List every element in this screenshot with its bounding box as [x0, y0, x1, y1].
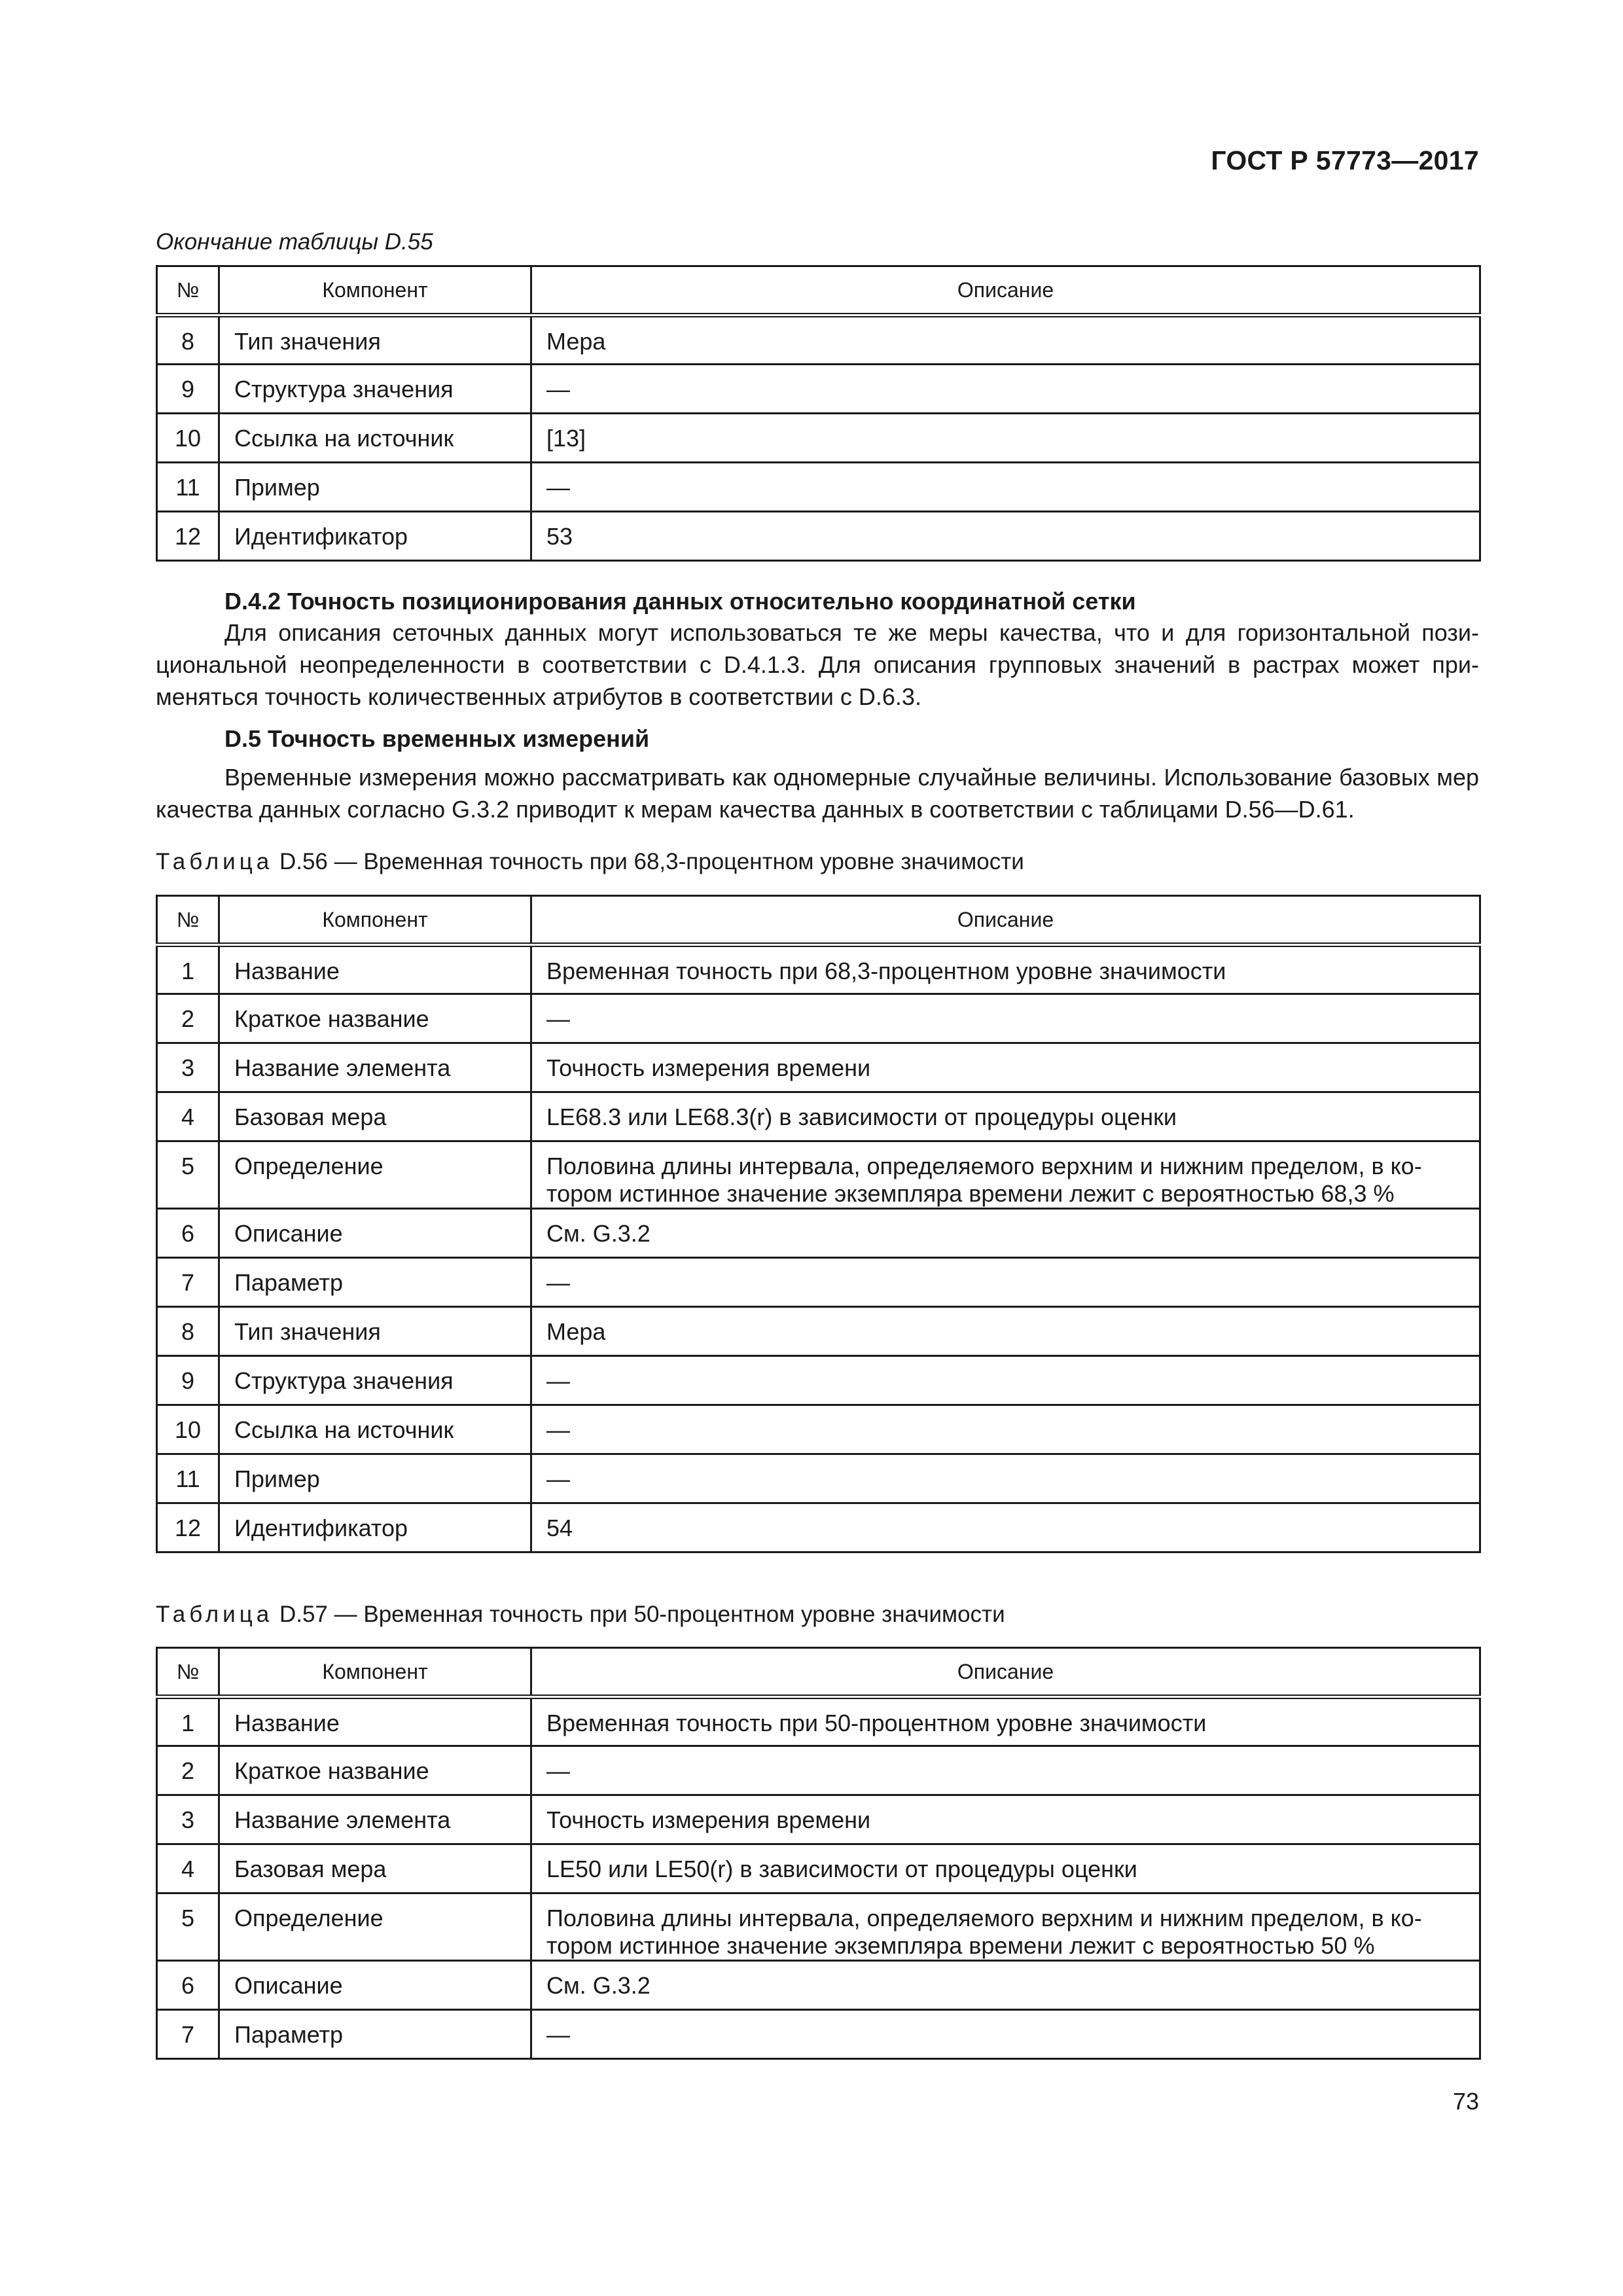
table-header-row — [157, 1648, 1480, 1697]
cell-component: Описание — [219, 1961, 531, 2010]
cell-number: 8 — [157, 315, 219, 365]
cell-description: — — [531, 1356, 1480, 1405]
table-d56-title: D.56 — Временная точность при 68,3-процентном уровне значимости — [279, 849, 1024, 874]
table-row — [157, 1209, 1480, 1258]
table-row — [157, 1961, 1480, 2010]
table-row — [157, 1844, 1480, 1893]
table-row — [157, 1746, 1480, 1795]
table-row — [157, 1092, 1480, 1141]
cell-number: 11 — [157, 463, 219, 512]
cell-number: 2 — [157, 1746, 219, 1795]
cell-component: Ссылка на источник — [219, 414, 531, 463]
cell-component: Структура значения — [219, 1356, 531, 1405]
cell-description: [13] — [531, 414, 1480, 463]
cell-component: Тип значения — [219, 315, 531, 365]
table-row — [157, 1503, 1480, 1552]
cell-number: 10 — [157, 414, 219, 463]
table-row — [157, 945, 1480, 994]
cell-description: Половина длины интервала, определяемого верхним и нижним пределом, в ко-тором истинное значение экземпляра времени лежит с вероятностью 68,3 % — [531, 1141, 1480, 1209]
cell-component: Структура значения — [219, 365, 531, 414]
table-header-row — [157, 266, 1480, 315]
cell-number: 7 — [157, 1258, 219, 1307]
cell-number: 9 — [157, 365, 219, 414]
table-d57-label: Таблица — [156, 1602, 274, 1627]
cell-number: 7 — [157, 2010, 219, 2059]
cell-component: Название элемента — [219, 1795, 531, 1844]
table-d55-end — [156, 265, 1481, 562]
table-row — [157, 1454, 1480, 1503]
table-row — [157, 1697, 1480, 1746]
table-row — [157, 315, 1480, 365]
section-d42-heading: D.4.2 Точность позиционирования данных относительно координатной сетки — [224, 588, 1136, 615]
column-header-component: Компонент — [219, 896, 531, 945]
table-row — [157, 1356, 1480, 1405]
cell-description: 54 — [531, 1503, 1480, 1552]
column-header-description: Описание — [531, 896, 1480, 945]
table-d57-title: D.57 — Временная точность при 50-процентном уровне значимости — [279, 1602, 1005, 1627]
cell-number: 8 — [157, 1307, 219, 1356]
table-row — [157, 463, 1480, 512]
cell-number: 12 — [157, 512, 219, 561]
table-d56 — [156, 895, 1481, 1553]
cell-component: Базовая мера — [219, 1092, 531, 1141]
column-header-description: Описание — [531, 266, 1480, 315]
cell-component: Краткое название — [219, 994, 531, 1043]
column-header-description: Описание — [531, 1648, 1480, 1697]
section-d5-heading: D.5 Точность временных измерений — [224, 725, 650, 752]
cell-component: Определение — [219, 1893, 531, 1961]
table-row — [157, 1258, 1480, 1307]
cell-number: 9 — [157, 1356, 219, 1405]
cell-description: Половина длины интервала, определяемого верхним и нижним пределом, в ко-тором истинное значение экземпляра времени лежит с вероятностью 50 % — [531, 1893, 1480, 1961]
cell-description: — — [531, 365, 1480, 414]
cell-description: Временная точность при 68,3-процентном уровне значимости — [531, 945, 1480, 994]
cell-component: Описание — [219, 1209, 531, 1258]
cell-component: Параметр — [219, 2010, 531, 2059]
cell-number: 5 — [157, 1893, 219, 1961]
cell-component: Тип значения — [219, 1307, 531, 1356]
cell-description: LE68.3 или LE68.3(r) в зависимости от процедуры оценки — [531, 1092, 1480, 1141]
cell-description: Временная точность при 50-процентном уровне значимости — [531, 1697, 1480, 1746]
table-row — [157, 1405, 1480, 1454]
cell-description: — — [531, 1454, 1480, 1503]
table-d56-caption — [156, 849, 1024, 875]
cell-component: Краткое название — [219, 1746, 531, 1795]
cell-component: Идентификатор — [219, 512, 531, 561]
section-d42-paragraph: Для описания сеточных данных могут использоваться те же меры качества, что и для горизонтальной пози-циональной неопределенности в соответствии с D.4.1.3. Для описания групповых значений в растрах может при-меняться точность количественных атрибутов в соответствии с D.6.3. — [156, 619, 1479, 710]
cell-number: 6 — [157, 1961, 219, 2010]
cell-description: — — [531, 1258, 1480, 1307]
table-d56-label: Таблица — [156, 849, 274, 874]
cell-number: 1 — [157, 945, 219, 994]
cell-description: — — [531, 994, 1480, 1043]
page-number: 73 — [1452, 2088, 1479, 2115]
cell-description: LE50 или LE50(r) в зависимости от процедуры оценки — [531, 1844, 1480, 1893]
cell-component: Название элемента — [219, 1043, 531, 1092]
table-d55-continuation-caption: Окончание таблицы D.55 — [156, 229, 433, 255]
cell-description: — — [531, 2010, 1480, 2059]
cell-number: 1 — [157, 1697, 219, 1746]
table-d57-caption — [156, 1602, 1005, 1628]
table-row — [157, 1795, 1480, 1844]
table-row — [157, 1307, 1480, 1356]
cell-component: Определение — [219, 1141, 531, 1209]
table-row — [157, 994, 1480, 1043]
table-row — [157, 1893, 1480, 1961]
column-header-number: № — [157, 266, 219, 315]
cell-description: См. G.3.2 — [531, 1961, 1480, 2010]
cell-description: Точность измерения времени — [531, 1795, 1480, 1844]
cell-number: 10 — [157, 1405, 219, 1454]
column-header-number: № — [157, 896, 219, 945]
cell-number: 4 — [157, 1092, 219, 1141]
standard-code: ГОСТ Р 57773—2017 — [1211, 145, 1479, 175]
column-header-component: Компонент — [219, 266, 531, 315]
cell-number: 2 — [157, 994, 219, 1043]
cell-description: — — [531, 1405, 1480, 1454]
cell-component: Ссылка на источник — [219, 1405, 531, 1454]
cell-number: 3 — [157, 1795, 219, 1844]
cell-description: Мера — [531, 315, 1480, 365]
cell-number: 12 — [157, 1503, 219, 1552]
cell-description: 53 — [531, 512, 1480, 561]
cell-description: — — [531, 463, 1480, 512]
cell-description: Мера — [531, 1307, 1480, 1356]
cell-component: Базовая мера — [219, 1844, 531, 1893]
cell-number: 11 — [157, 1454, 219, 1503]
cell-component: Название — [219, 945, 531, 994]
section-d5-paragraph: Временные измерения можно рассматривать как одномерные случайные величины. Использование базовых мер качества данных согласно G.3.2 приводит к мерам качества данных в соответствии с таблицами D.56—D.61. — [156, 764, 1479, 823]
column-header-component: Компонент — [219, 1648, 531, 1697]
cell-component: Пример — [219, 463, 531, 512]
cell-number: 4 — [157, 1844, 219, 1893]
table-row — [157, 365, 1480, 414]
cell-component: Параметр — [219, 1258, 531, 1307]
cell-number: 6 — [157, 1209, 219, 1258]
cell-description: — — [531, 1746, 1480, 1795]
table-row — [157, 1141, 1480, 1209]
table-header-row — [157, 896, 1480, 945]
column-header-number: № — [157, 1648, 219, 1697]
table-row — [157, 1043, 1480, 1092]
cell-component: Идентификатор — [219, 1503, 531, 1552]
cell-description: См. G.3.2 — [531, 1209, 1480, 1258]
cell-component: Пример — [219, 1454, 531, 1503]
cell-component: Название — [219, 1697, 531, 1746]
table-row — [157, 512, 1480, 561]
table-row — [157, 2010, 1480, 2059]
table-row — [157, 414, 1480, 463]
cell-description: Точность измерения времени — [531, 1043, 1480, 1092]
cell-number: 3 — [157, 1043, 219, 1092]
table-d57 — [156, 1647, 1481, 2060]
cell-number: 5 — [157, 1141, 219, 1209]
